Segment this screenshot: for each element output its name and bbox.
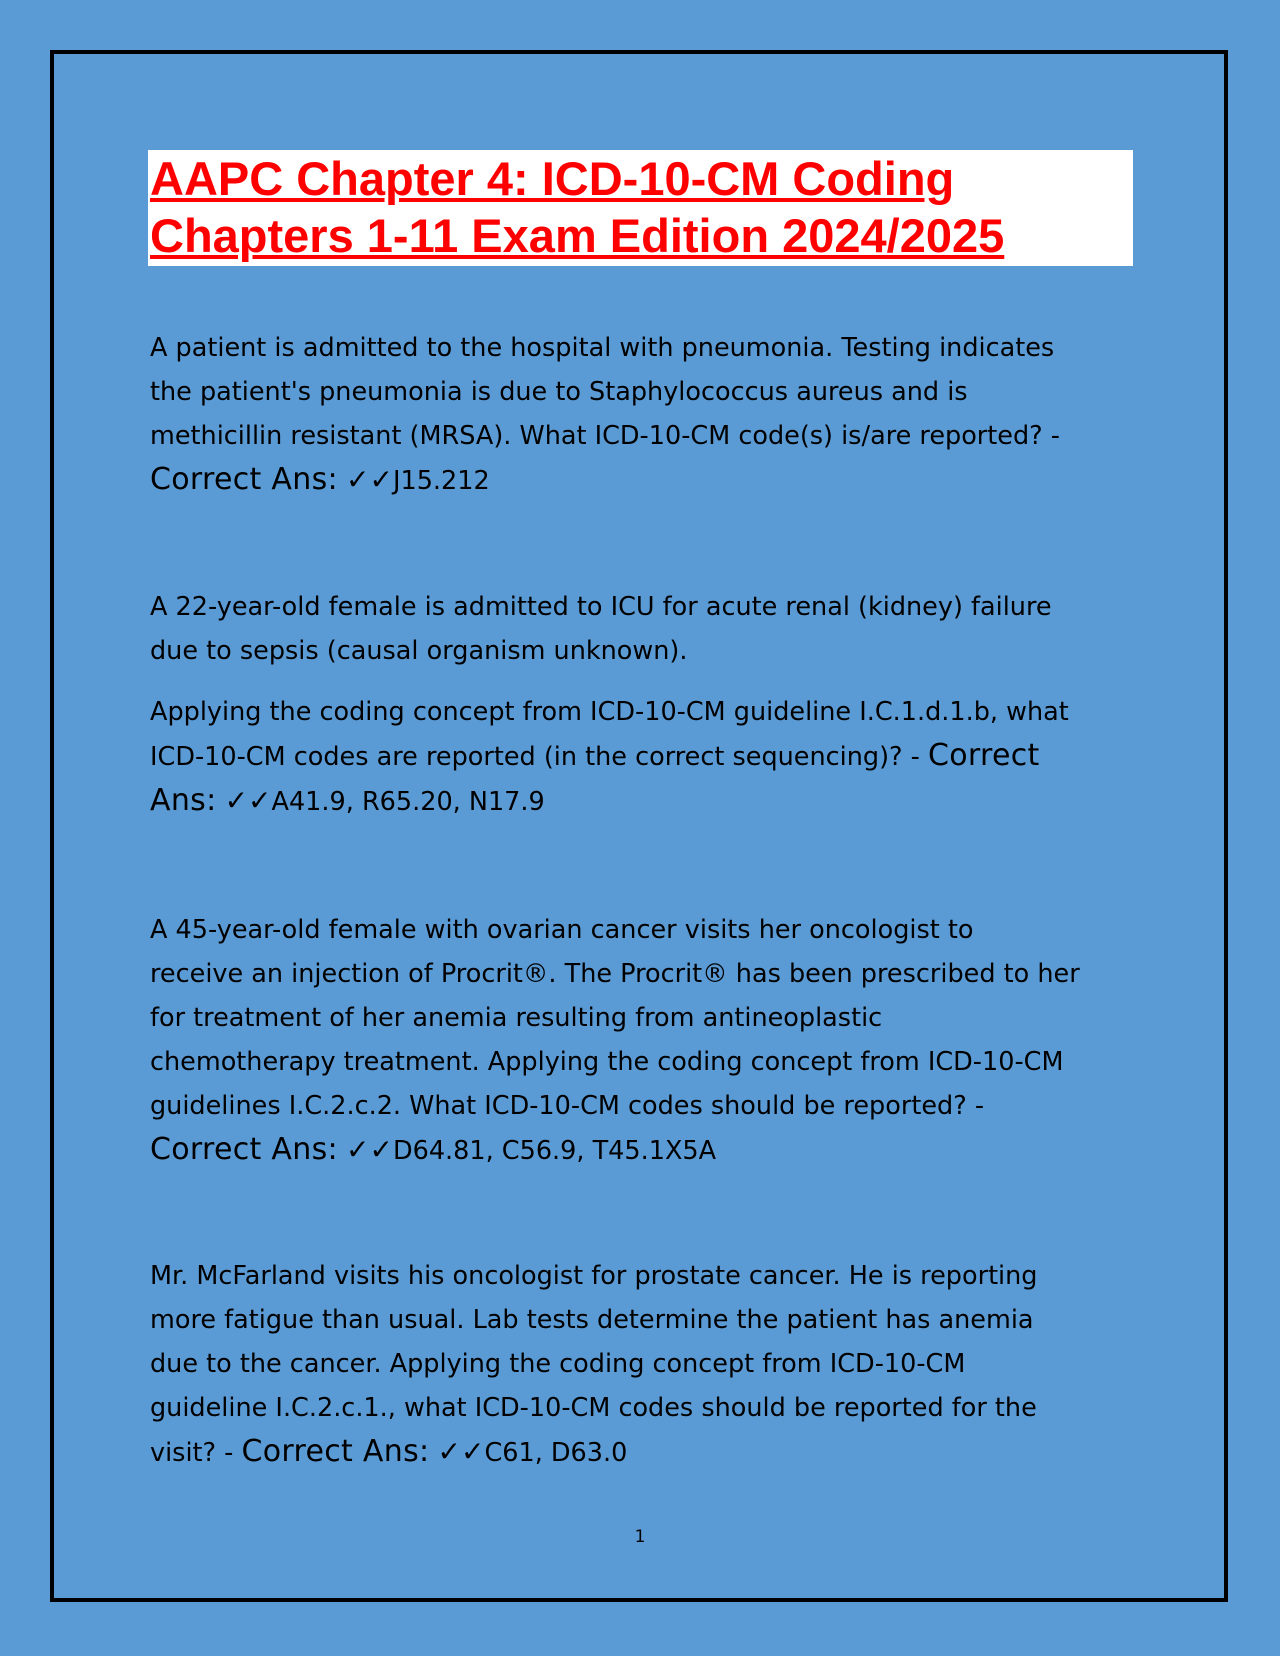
answer-label: Ans:: [150, 783, 217, 818]
question-2-continued: [150, 690, 1140, 824]
question-text-line: more fatigue than usual. Lab tests determine the patient has anemia: [150, 1305, 1034, 1335]
answer-code: J15.212: [392, 466, 490, 496]
answer-label: Correct Ans:: [150, 1132, 338, 1167]
question-2: [150, 585, 1140, 673]
question-text-line: the patient's pneumonia is due to Staphylococcus aureus and is: [150, 377, 968, 407]
question-text-line: [150, 734, 1140, 779]
question-4: [150, 1254, 1140, 1475]
question-text-segment: ICD-10-CM codes are reported (in the correct sequencing)? -: [150, 742, 928, 772]
question-1: [150, 326, 1140, 503]
answer-label: Correct Ans:: [150, 462, 338, 497]
check-marks-icon: ✓✓: [346, 1133, 393, 1166]
question-3: [150, 908, 1140, 1173]
question-text-line: receive an injection of Procrit®. The Procrit® has been prescribed to her: [150, 959, 1080, 989]
question-text-line: methicillin resistant (MRSA). What ICD-10-CM code(s) is/are reported? -: [150, 421, 1061, 451]
answer-line: [150, 1128, 1140, 1173]
question-text-line: for treatment of her anemia resulting from antineoplastic: [150, 1003, 883, 1033]
question-text-segment: visit? -: [150, 1438, 242, 1468]
answer-line: [150, 779, 1140, 824]
question-text-line: chemotherapy treatment. Applying the coding concept from ICD-10-CM: [150, 1047, 1064, 1077]
title-box: [148, 150, 1133, 266]
question-text-line: guideline I.C.2.c.1., what ICD-10-CM codes should be reported for the: [150, 1393, 1037, 1423]
question-text-line: A 45-year-old female with ovarian cancer visits her oncologist to: [150, 915, 974, 945]
answer-line: [150, 458, 1140, 503]
title-line-1: AAPC Chapter 4: ICD-10-CM Coding: [150, 152, 955, 205]
answer-label: Correct Ans:: [241, 1434, 430, 1469]
question-text-line: due to sepsis (causal organism unknown).: [150, 636, 688, 666]
question-text-line: due to the cancer. Applying the coding concept from ICD-10-CM: [150, 1349, 966, 1379]
check-marks-icon: ✓✓: [437, 1435, 485, 1468]
question-text-line: A 22-year-old female is admitted to ICU for acute renal (kidney) failure: [150, 592, 1052, 622]
answer-code: A41.9, R65.20, N17.9: [271, 787, 545, 817]
question-text-line: A patient is admitted to the hospital with pneumonia. Testing indicates: [150, 333, 1055, 363]
question-text-line: Applying the coding concept from ICD-10-CM guideline I.C.1.d.1.b, what: [150, 697, 1069, 727]
answer-code: D64.81, C56.9, T45.1X5A: [392, 1136, 717, 1166]
check-marks-icon: ✓✓: [346, 463, 393, 496]
question-text-line: Mr. McFarland visits his oncologist for prostate cancer. He is reporting: [150, 1261, 1038, 1291]
answer-line: [150, 1430, 1140, 1475]
question-text-line: guidelines I.C.2.c.2. What ICD-10-CM codes should be reported? -: [150, 1091, 985, 1121]
page-number: 1: [634, 1527, 646, 1547]
answer-code: C61, D63.0: [484, 1438, 628, 1468]
title-line-2: Chapters 1-11 Exam Edition 2024/2025: [150, 209, 1005, 262]
document-title: [148, 150, 1133, 264]
answer-label: Correct: [928, 738, 1040, 773]
check-marks-icon: ✓✓: [224, 784, 272, 817]
